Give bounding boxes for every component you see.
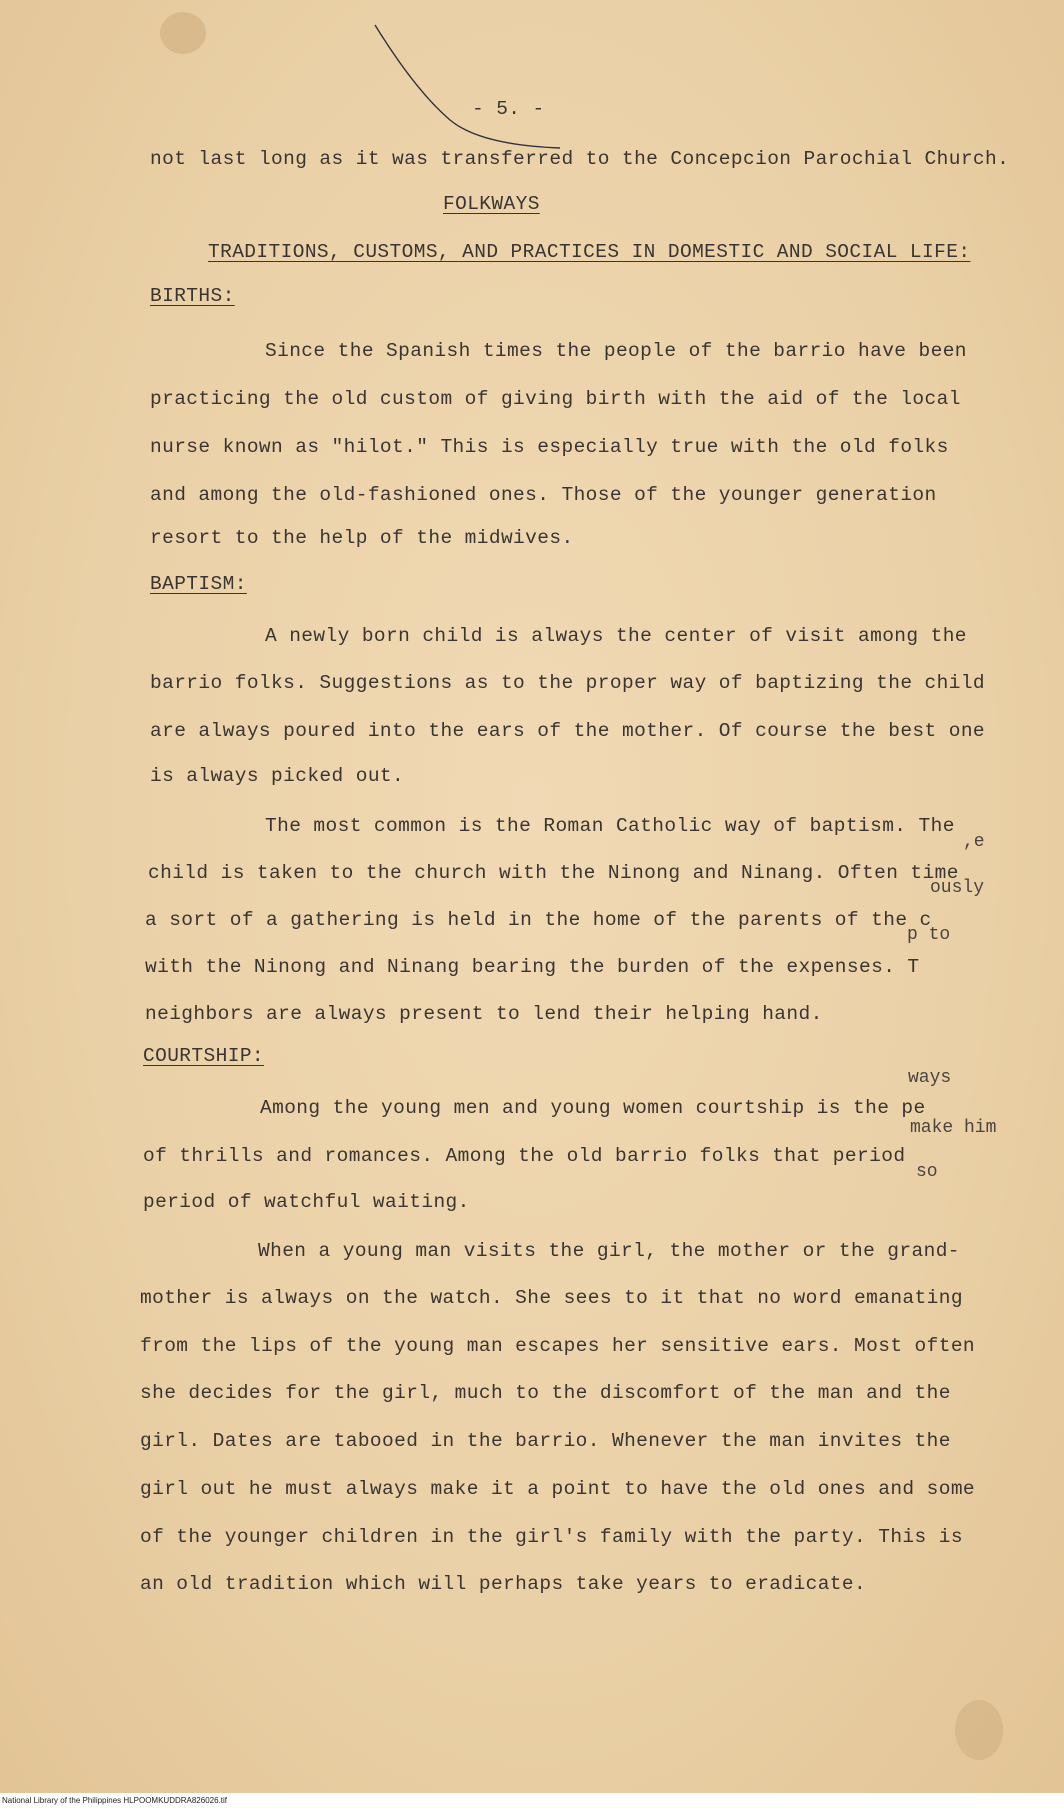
archive-footer: National Library of the Philippines HLPOOMKUDDRA826026.tif: [0, 1793, 1064, 1808]
baptism-heading: BAPTISM:: [150, 573, 247, 595]
margin-fragment: ously: [930, 878, 985, 898]
births-line: and among the old-fashioned ones. Those of the younger generation: [150, 484, 937, 506]
section-title: FOLKWAYS: [443, 193, 540, 215]
courtship-line: an old tradition which will perhaps take years to eradicate.: [140, 1573, 867, 1595]
page-number: - 5. -: [472, 98, 545, 120]
births-line: nurse known as "hilot." This is especially true with the old folks: [150, 436, 949, 458]
courtship-line: girl. Dates are tabooed in the barrio. Whenever the man invites the: [140, 1430, 951, 1452]
courtship-line: of thrills and romances. Among the old barrio folks that period: [143, 1145, 906, 1167]
stain-top-left: [160, 12, 206, 54]
baptism-line: are always poured into the ears of the mother. Of course the best one: [150, 720, 986, 742]
baptism-line: A newly born child is always the center of visit among the: [265, 625, 967, 647]
baptism-line: neighbors are always present to lend their helping hand.: [145, 1003, 823, 1025]
baptism-line: a sort of a gathering is held in the home of the parents of the c: [145, 909, 932, 931]
births-line: Since the Spanish times the people of the barrio have been: [265, 340, 967, 362]
courtship-line: of the younger children in the girl's family with the party. This is: [140, 1526, 963, 1548]
courtship-line: girl out he must always make it a point to have the old ones and some: [140, 1478, 976, 1500]
margin-fragment: p to: [907, 925, 951, 945]
births-line: practicing the old custom of giving birth with the aid of the local: [150, 388, 961, 410]
subtitle: TRADITIONS, CUSTOMS, AND PRACTICES IN DOMESTIC AND SOCIAL LIFE:: [208, 241, 971, 263]
courtship-line: from the lips of the young man escapes her sensitive ears. Most often: [140, 1335, 976, 1357]
baptism-line: barrio folks. Suggestions as to the proper way of baptizing the child: [150, 672, 986, 694]
courtship-line: mother is always on the watch. She sees to it that no word emanating: [140, 1287, 963, 1309]
births-heading: BIRTHS:: [150, 285, 235, 307]
carry-over-line: not last long as it was transferred to the Concepcion Parochial Church.: [150, 148, 1010, 170]
courtship-heading: COURTSHIP:: [143, 1045, 265, 1067]
margin-fragment: so: [916, 1162, 938, 1182]
pen-stroke-mark: [360, 20, 560, 160]
courtship-line: period of watchful waiting.: [143, 1191, 470, 1213]
courtship-line: Among the young men and young women courtship is the pe: [260, 1097, 926, 1119]
baptism-line: child is taken to the church with the Ninong and Ninang. Often time: [148, 862, 959, 884]
margin-fragment: ,e: [963, 832, 985, 852]
stain-bottom-right: [955, 1700, 1003, 1760]
baptism-line: The most common is the Roman Catholic way of baptism. The: [265, 815, 955, 837]
margin-fragment: ways: [908, 1068, 952, 1088]
births-line: resort to the help of the midwives.: [150, 527, 574, 549]
margin-fragment: make him: [910, 1118, 997, 1138]
baptism-line: is always picked out.: [150, 765, 405, 787]
baptism-line: with the Ninong and Ninang bearing the burden of the expenses. T: [145, 956, 920, 978]
courtship-line: When a young man visits the girl, the mother or the grand-: [258, 1240, 960, 1262]
courtship-line: she decides for the girl, much to the discomfort of the man and the: [140, 1382, 951, 1404]
